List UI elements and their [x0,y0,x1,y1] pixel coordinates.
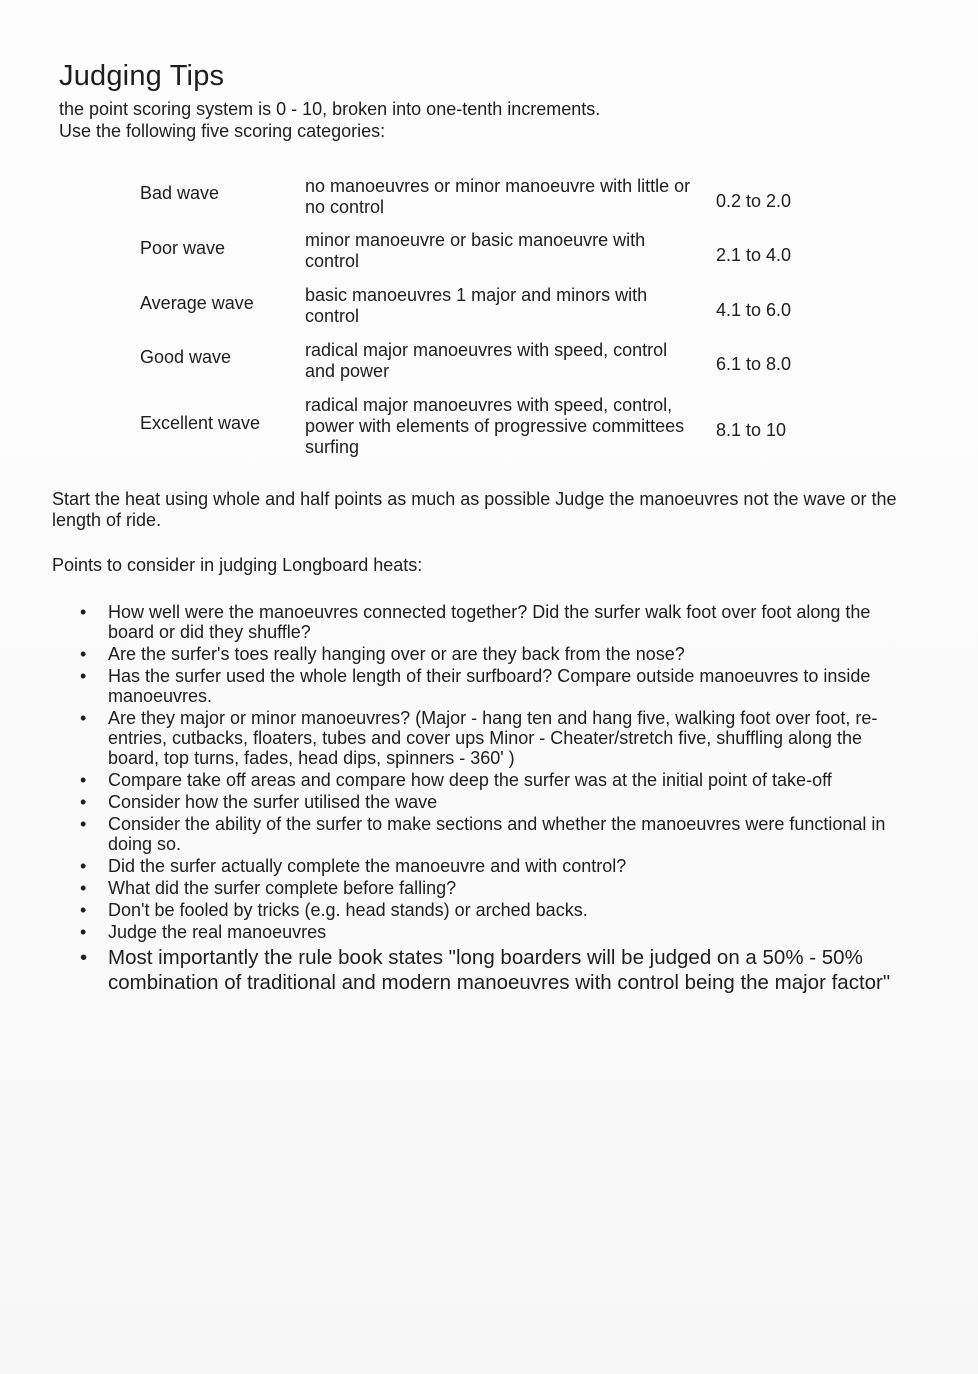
page-title: Judging Tips [59,60,225,92]
category-description: basic manoeuvres 1 major and minors with control [305,285,648,326]
category-description: radical major manoeuvres with speed, control and power [305,340,668,381]
list-item: • Compare take off areas and compare how deep the surfer was at the initial point of take-off [80,770,832,790]
bullet-icon: • [80,666,87,686]
category-name: Bad wave [140,183,220,203]
bullet-icon: • [80,770,87,790]
list-item-rule-book: • Most importantly the rule book states "long boarders will be judged on a 50% - 50% combination of traditional and modern manoeuvres with control being the major factor" [80,946,891,994]
list-item: • Consider the ability of the surfer to make sections and whether the manoeuvres were functional in doing so. [80,814,886,854]
bullet-icon: • [80,946,88,969]
judging-points-list [78,602,898,997]
category-name: Poor wave [140,238,226,258]
points-heading: Points to consider in judging Longboard heats: [52,555,423,575]
category-description: radical major manoeuvres with speed, control, power with elements of progressive committees surfing [305,395,685,457]
bullet-icon: • [80,814,87,834]
category-range: 8.1 to 10 [716,420,787,440]
bullet-icon: • [80,708,87,728]
bullet-icon: • [80,792,87,812]
intro-text [59,98,600,142]
bullet-icon: • [80,602,87,622]
scoring-system-line: the point scoring system is 0 - 10, broken into one-tenth increments. [59,99,601,119]
category-name: Excellent wave [140,413,261,433]
bullet-icon: • [80,644,87,664]
bullet-icon: • [80,878,87,898]
category-description: no manoeuvres or minor manoeuvre with little or no control [305,176,691,217]
list-item: • Has the surfer used the whole length of their surfboard? Compare outside manoeuvres to inside manoeuvres. [80,666,871,706]
categories-lead-line: Use the following five scoring categories: [59,121,386,141]
heat-note: Start the heat using whole and half points as much as possible Judge the manoeuvres not the wave or the length of ride. [52,489,897,530]
list-item: • Did the surfer actually complete the manoeuvre and with control? [80,856,627,876]
category-range: 4.1 to 6.0 [716,300,792,320]
category-name: Good wave [140,347,232,367]
bullet-icon: • [80,856,87,876]
list-item: • Consider how the surfer utilised the wave [80,792,438,812]
category-range: 0.2 to 2.0 [716,191,792,211]
bullet-icon: • [80,922,87,942]
category-name: Average wave [140,293,254,313]
list-item: • Are they major or minor manoeuvres? (Major - hang ten and hang five, walking foot over foot, re-entries, cutbacks, floaters, tubes and cover ups Minor - Cheater/stretch five, shuffling along the board, top turns, fades, head dips, spinners - 360' ) [80,708,878,768]
list-item: • What did the surfer complete before falling? [80,878,457,898]
list-item: • Don't be fooled by tricks (e.g. head stands) or arched backs. [80,900,588,920]
category-description: minor manoeuvre or basic manoeuvre with control [305,230,646,271]
list-item: • Judge the real manoeuvres [80,922,327,942]
category-range: 2.1 to 4.0 [716,245,792,265]
bullet-icon: • [80,900,87,920]
list-item: • How well were the manoeuvres connected together? Did the surfer walk foot over foot along the board or did they shuffle? [80,602,871,642]
list-item: • Are the surfer's toes really hanging over or are they back from the nose? [80,644,685,664]
category-range: 6.1 to 8.0 [716,354,792,374]
